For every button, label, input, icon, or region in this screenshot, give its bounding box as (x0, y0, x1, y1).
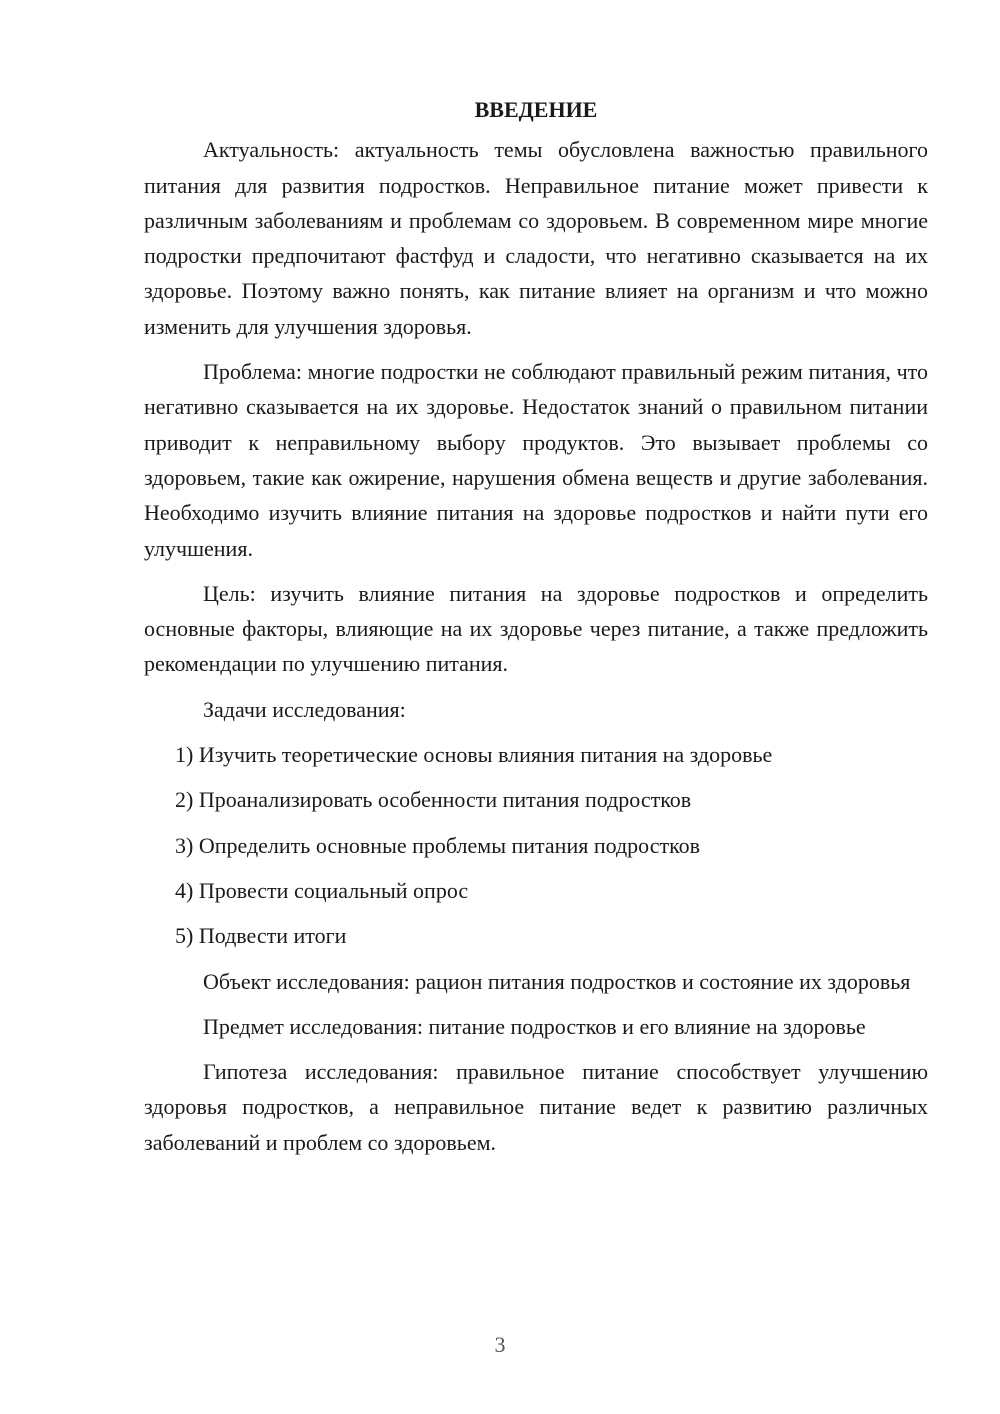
task-item: 1) Изучить теоретические основы влияния питания на здоровье (175, 742, 773, 768)
paragraph-subject: Предмет исследования: питание подростков и его влияние на здоровье (203, 1013, 866, 1039)
tasks-heading: Задачи исследования: (203, 696, 406, 722)
task-list (144, 737, 928, 953)
page-number: 3 (494, 1332, 506, 1357)
document-page (144, 92, 928, 1170)
paragraph-goal: Цель: изучить влияние питания на здоровье подростков и определить основные факторы, влияющие на их здоровье через питание, а также предложить рекомендации по улучшению питания. (144, 580, 928, 677)
paragraph-hypothesis: Гипотеза исследования: правильное питание способствует улучшению здоровья подростков, а неправильное питание ведет к развитию различных заболеваний и проблем со здоровьем. (144, 1059, 928, 1155)
paragraph-relevance: Актуальность: актуальность темы обусловлена важностью правильного питания для развития подростков. Неправильное питание может привести к различным заболеваниям и проблемам со здоровьем. В современном мире многие подростки предпочитают фастфуд и сладости, что негативно сказывается на их здоровье. Поэтому важно понять, как питание влияет на организм и что можно изменить для улучшения здоровья. (144, 137, 928, 339)
paragraph-problem: Проблема: многие подростки не соблюдают правильный режим питания, что негативно сказывается на их здоровье. Недостаток знаний о правильном питании приводит к неправильному выбору продуктов. Это вызывает проблемы со здоровьем, такие как ожирение, нарушения обмена веществ и другие заболевания. Необходимо изучить влияние питания на здоровье подростков и найти пути его улучшения. (144, 359, 928, 561)
page-title: ВВЕДЕНИЕ (474, 97, 598, 122)
paragraph-object: Объект исследования: рацион питания подростков и состояние их здоровья (203, 968, 911, 994)
task-item: 2) Проанализировать особенности питания подростков (175, 787, 692, 813)
task-item: 4) Провести социальный опрос (175, 877, 469, 903)
task-item: 3) Определить основные проблемы питания подростков (175, 832, 701, 858)
task-item: 5) Подвести итоги (175, 923, 347, 949)
